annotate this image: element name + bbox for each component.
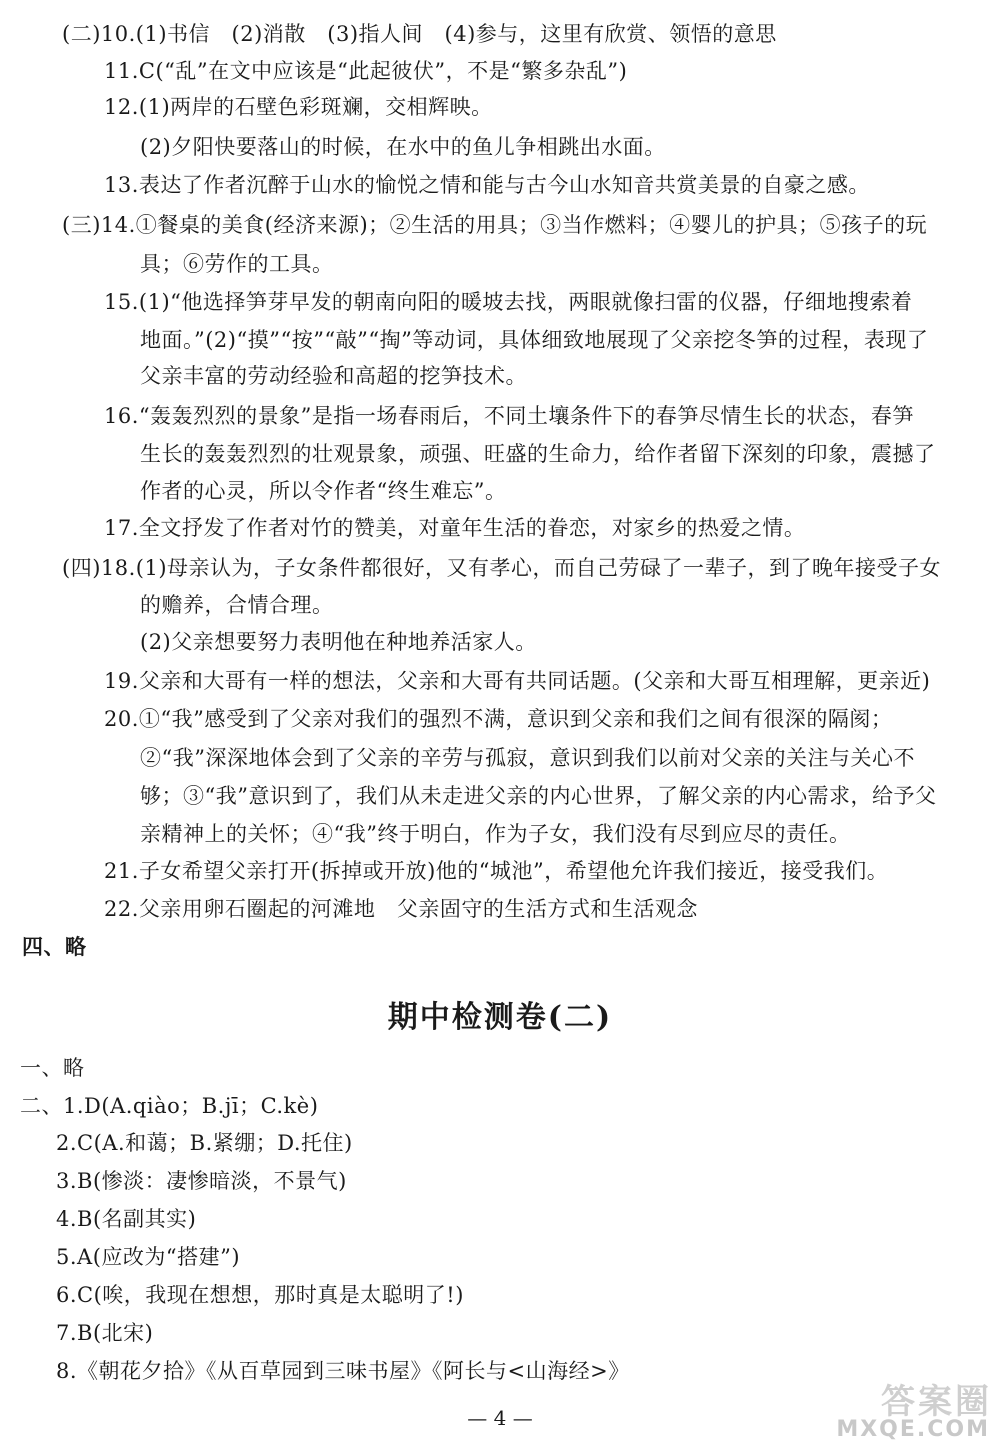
answer-line-20d: 亲精神上的关怀；④“我”终于明白，作为子女，我们没有尽到应尽的责任。 (140, 822, 851, 846)
answer-line-12-2: (2)夕阳快要落山的时候，在水中的鱼儿争相跳出水面。 (140, 135, 666, 159)
watermark-url: MXQE.COM (836, 1417, 990, 1442)
answer-line-16c: 作者的心灵，所以令作者“终生难忘”。 (140, 479, 507, 503)
answer-line-15b: 地面。”(2)“摸”“按”“敲”“掏”等动词，具体细致地展现了父亲挖冬笋的过程，表现了 (140, 328, 929, 352)
answer-line-11: 11.C(“乱”在文中应该是“此起彼伏”，不是“繁多杂乱”) (104, 59, 628, 83)
page-number: — 4 — (467, 1406, 533, 1430)
part-one-omitted: 一、略 (20, 1056, 85, 1080)
answer-line-18c: (2)父亲想要努力表明他在种地养活家人。 (140, 630, 537, 654)
section-four-omitted: 四、略 (22, 934, 87, 959)
answer-line-16b: 生长的轰轰烈烈的壮观景象，顽强、旺盛的生命力，给作者留下深刻的印象，震撼了 (140, 442, 936, 466)
part-two-q3: 3.B(惨淡：凄惨暗淡，不景气) (56, 1169, 347, 1193)
answer-line-18a: (四)18.(1)母亲认为，子女条件都很好，又有孝心，而自己劳碌了一辈子，到了晚年接受子女 (62, 556, 942, 580)
answer-line-14b: 具；⑥劳作的工具。 (140, 252, 334, 276)
answer-line-20c: 够；③“我”意识到了，我们从未走进父亲的内心世界，了解父亲的内心需求，给予父 (140, 784, 937, 808)
answer-line-13: 13.表达了作者沉醉于山水的愉悦之情和能与古今山水知音共赏美景的自豪之感。 (104, 173, 870, 197)
watermark-logo (836, 1374, 992, 1442)
answer-line-22: 22.父亲用卵石圈起的河滩地 父亲固守的生活方式和生活观念 (104, 897, 698, 921)
part-two-q6: 6.C(唉，我现在想想，那时真是太聪明了!) (56, 1283, 464, 1307)
answer-line-16a: 16.“轰轰烈烈的景象”是指一场春雨后，不同土壤条件下的春笋尽情生长的状态，春笋 (104, 404, 914, 428)
part-two-q5: 5.A(应改为“搭建”) (56, 1245, 241, 1269)
answer-line-14a: (三)14.①餐桌的美食(经济来源)；②生活的用具；③当作燃料；④婴儿的护具；⑤孩子的玩 (62, 213, 928, 237)
watermark-logo-text: 答案圈 (881, 1382, 992, 1422)
part-two-q8: 8.《朝花夕拾》《从百草园到三味书屋》《阿长与<山海经>》 (56, 1359, 630, 1383)
answer-line-17: 17.全文抒发了作者对竹的赞美，对童年生活的眷恋，对家乡的热爱之情。 (104, 516, 806, 540)
answer-line-15a: 15.(1)“他选择笋芽早发的朝南向阳的暖坡去找，两眼就像扫雷的仪器，仔细地搜索着 (104, 290, 913, 314)
answer-line-19: 19.父亲和大哥有一样的想法，父亲和大哥有共同话题。(父亲和大哥互相理解，更亲近) (104, 669, 931, 693)
answer-line-12-1: 12.(1)两岸的石壁色彩斑斓，交相辉映。 (104, 95, 493, 119)
answer-line-18b: 的赡养，合情合理。 (140, 593, 334, 617)
answer-line-20a: 20.①“我”感受到了父亲对我们的强烈不满，意识到父亲和我们之间有很深的隔阂； (104, 707, 893, 731)
answer-line-15c: 父亲丰富的劳动经验和高超的挖笋技术。 (140, 364, 527, 388)
answer-line-10: (二)10.(1)书信 (2)消散 (3)指人间 (4)参与，这里有欣赏、领悟的意思 (62, 22, 777, 46)
answer-line-20b: ②“我”深深地体会到了父亲的辛劳与孤寂，意识到我们以前对父亲的关注与关心不 (140, 746, 915, 770)
exam-heading: 期中检测卷(二) (387, 1000, 613, 1035)
part-two-q2: 2.C(A.和蔼；B.紧绷；D.托住) (56, 1131, 353, 1155)
part-two-q4: 4.B(名副其实) (56, 1207, 197, 1231)
part-two-q1: 二、1.D(A.qiào；B.jī；C.kè) (20, 1094, 319, 1118)
answer-line-21: 21.子女希望父亲打开(拆掉或开放)他的“城池”，希望他允许我们接近，接受我们。 (104, 859, 889, 883)
part-two-q7: 7.B(北宋) (56, 1321, 154, 1345)
